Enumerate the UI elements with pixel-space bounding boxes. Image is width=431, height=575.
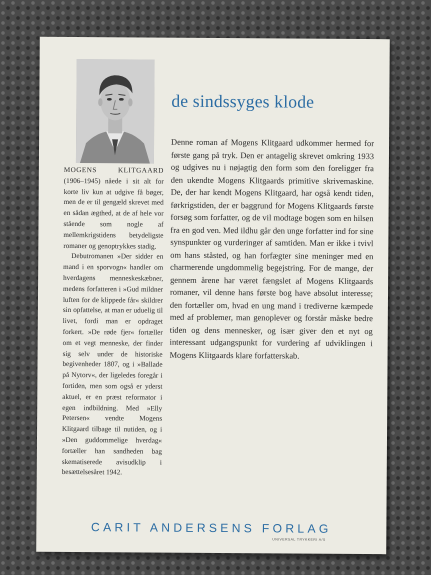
- printer-credit: UNIVERSAL TRYKKERI A/S: [272, 537, 326, 542]
- blurb: [170, 137, 375, 363]
- author-bio-paragraph-2: Debutromanen »Der sidder en mand i en sporvogn« handler om hverdagens menneskeskæbner, medens forfatteren i »Gud mildner luften for de klippede får« skildrer sin opfattelse, at man er uduelig til livet, fordi man er opdraget forkert. »De røde fjer« fortæller om et vegt menneske, der finder sig selv under de historiske begivenheder 1807, og i »Ballade på Nytorv«, der ligeledes foregår i fortiden, men som også er yderst aktuel, er en præst reformator i egen indbildning. Med »Elly Petersen« vendte Mogens Klitgaard tilbage til nutiden, og i »Den guddommelige hverdag« fortæller han sandheden bag skematiserede avisudklip i besættelsesåret 1942.: [61, 252, 164, 477]
- author-portrait-image: [76, 59, 155, 164]
- book-back-cover: [36, 37, 390, 554]
- book-title: de sindssyges klode: [171, 90, 315, 112]
- author-bio-paragraph-1: (1906–1945) nåede i sit alt for korte liv kun at udgive få bøger, men de er til gengæld skrevet med en sådan ægthed, at de af hele vor stående som nogle af mellemkrigstidens betydeligste romaner og genoptrykkes stadig.: [63, 176, 164, 251]
- author-portrait: [76, 59, 155, 164]
- author-name: MOGENS KLITGAARD: [63, 165, 164, 175]
- publisher-name: CARIT ANDERSENS FORLAG: [91, 520, 332, 536]
- author-bio: [62, 165, 164, 479]
- blurb-text: Denne roman af Mogens Klitgaard udkommer hermed for første gang på tryk. Den er antagelig skrevet omkring 1933 og udgives nu i nøjagtig den form som den foreligger fra den ukendte Mogens Klitgaards primitive skrivemaskine. De, der har kendt Mogens Klitgaard, har også kendt tiden, førkrigstiden, der er baggrund for Mogens Klitgaards første forsøg som forfatter, og de vil modtage bogen som en hilsen fra en god ven. Med ildhu går den unge forfatter ind for sine synspunkter og vurderinger af samtiden. Man er ikke i tvivl om hans ståsted, og han forfægter sine meninger med en charmerende ungdommelig begejstring. For de mange, der gennem årene har været fængslet af Mogens Klitgaards romaner, vil denne hans første bog have absolut interesse; den fortæller om, hvad en ung mand i trediverne kæmpede med af problemer, man genoplever og forstår måske bedre tiden og dens mennesker, og især giver den et nyt og interessant udgangspunkt for vurdering af udviklingen i Mogens Klitgaards klare forfatterskab.: [169, 137, 375, 361]
- author-bio-intro: [63, 165, 164, 252]
